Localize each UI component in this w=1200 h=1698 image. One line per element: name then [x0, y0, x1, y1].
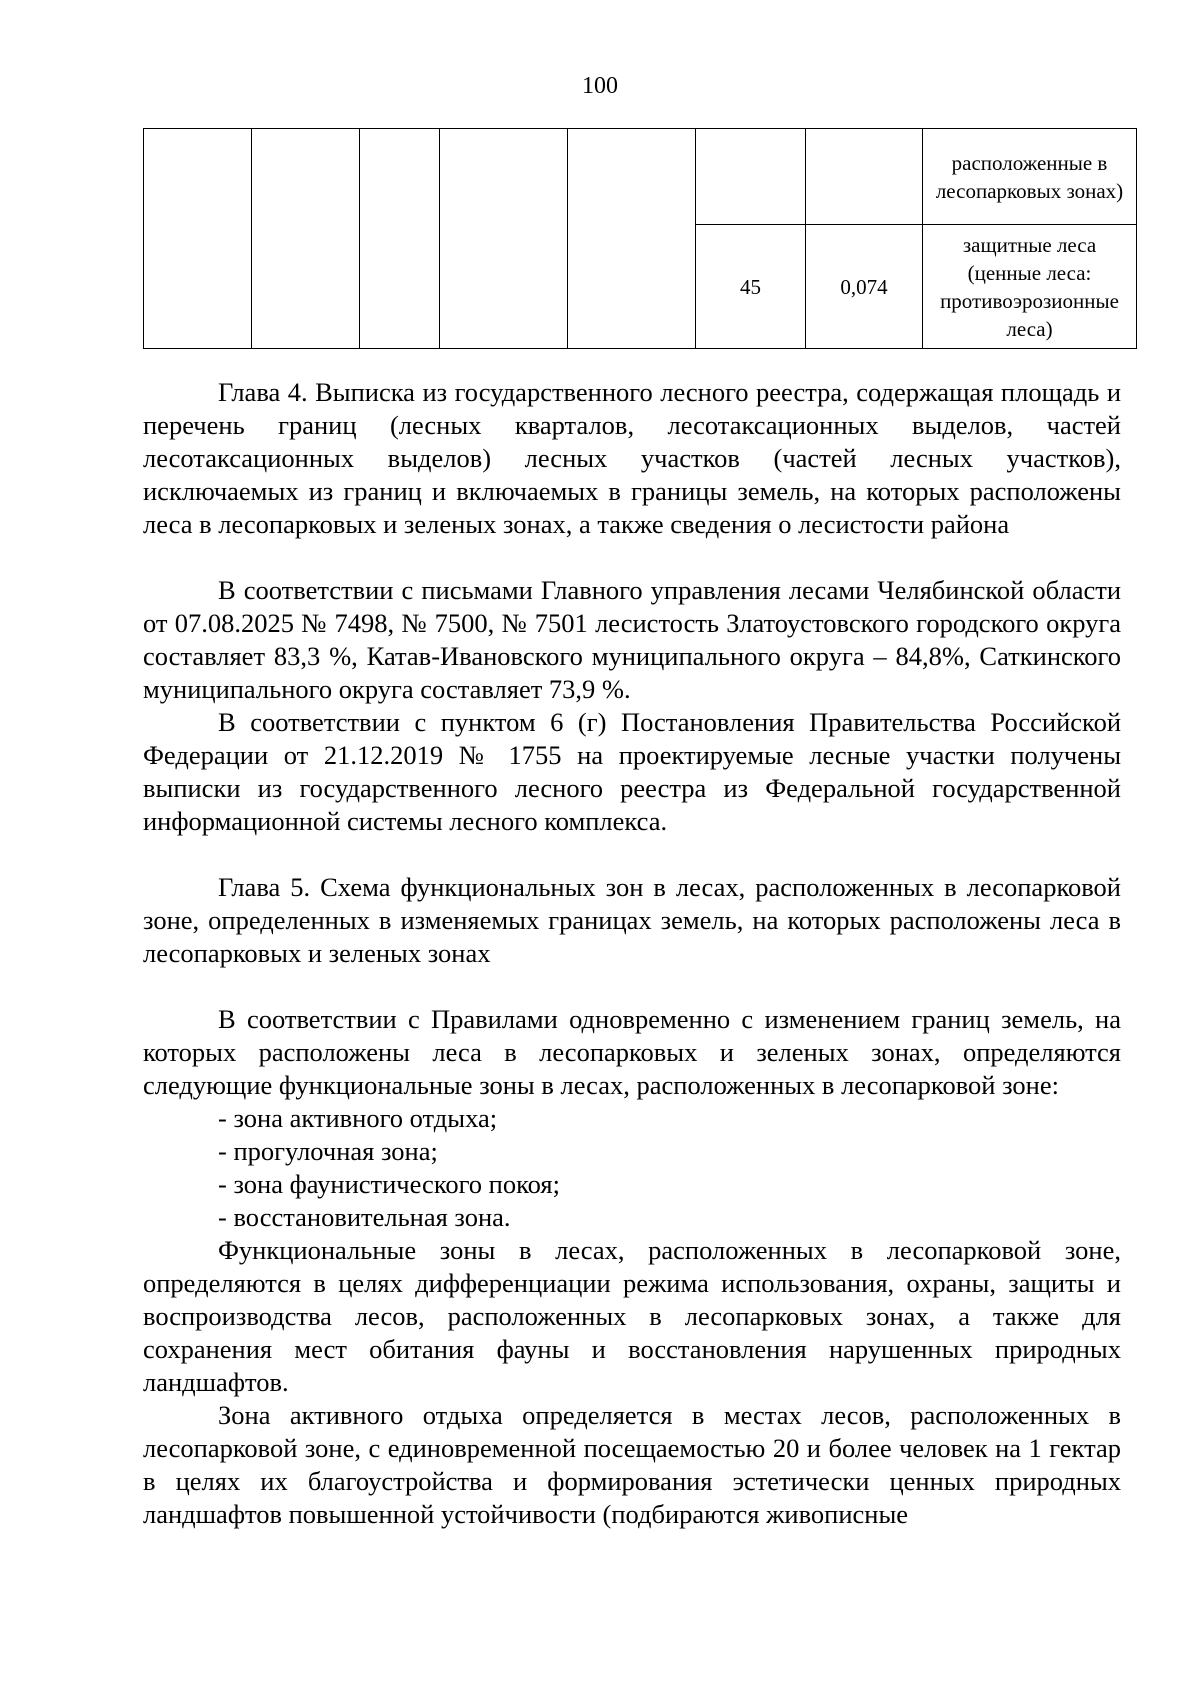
chapter-4-heading: Глава 4. Выписка из государственного лесного реестра, содержащая площадь и перечень границ (лесных кварталов, лесотаксационных выделов, частей лесотаксационных выделов) лесных участков (частей лесных участков), исключаемых из границ и включаемых в границы земель, на которых расположены леса в лесопарковых и зеленых зонах, а также сведения о лесистости района	[143, 377, 1121, 539]
table-cell	[360, 129, 440, 349]
chapter-5-paragraph: Зона активного отдыха определяется в местах лесов, расположенных в лесопарковой зоне, с единовременной посещаемостью 20 и более человек на 1 гектар в целях их благоустройства и формирования эстетически ценных природных ландшафтов повышенной устойчивости (подбираются живописные	[143, 1400, 1121, 1529]
chapter-5-paragraph: Функциональные зоны в лесах, расположенных в лесопарковой зоне, определяются в целях дифференциации режима использования, охраны, защиты и воспроизводства лесов, расположенных в лесопарковых зонах, а также для сохранения мест обитания фауны и восстановления нарушенных природных ландшафтов.	[143, 1235, 1121, 1397]
chapter-5-heading: Глава 5. Схема функциональных зон в лесах, расположенных в лесопарковой зоне, определенных в изменяемых границах земель, на которых расположены леса в лесопарковых и зеленых зонах	[143, 872, 1121, 968]
zone-list-item: - прогулочная зона;	[218, 1136, 438, 1166]
table-cell-area: 0,074	[806, 225, 923, 349]
continuation-table	[143, 128, 1137, 349]
chapter-4-paragraph: В соответствии с пунктом 6 (г) Постановления Правительства Российской Федерации от 21.12.2019 № 1755 на проектируемые лесные участки получены выписки из государственного лесного реестра из Федеральной государственной информационной системы лесного комплекса.	[143, 707, 1121, 836]
table-row	[144, 129, 1137, 225]
table-cell-category: расположенные в лесопарковых зонах)	[923, 129, 1137, 225]
table-cell	[696, 129, 806, 225]
table-cell-number: 45	[696, 225, 806, 349]
chapter-4-paragraph: В соответствии с письмами Главного управления лесами Челябинской области от 07.08.2025 № 7498, № 7500, № 7501 лесистость Златоустовского городского округа составляет 83,3 %, Катав-Ивановского муниципального округа – 84,8%, Саткинского муниципального округа составляет 73,9 %.	[143, 575, 1121, 704]
page-number: 100	[582, 73, 618, 99]
table-cell	[568, 129, 696, 349]
table-cell	[252, 129, 360, 349]
chapter-5-paragraph: В соответствии с Правилами одновременно с изменением границ земель, на которых расположены леса в лесопарковых и зеленых зонах, определяются следующие функциональные зоны в лесах, расположенных в лесопарковой зоне:	[143, 1004, 1121, 1100]
table-cell	[144, 129, 252, 349]
table-cell-category: защитные леса (ценные леса: противоэрозионные леса)	[923, 225, 1137, 349]
table-cell	[440, 129, 568, 349]
table-cell	[806, 129, 923, 225]
zone-list-item: - восстановительная зона.	[218, 1202, 511, 1232]
body-text	[143, 376, 1121, 1531]
zone-list-item: - зона активного отдыха;	[218, 1103, 498, 1133]
zone-list-item: - зона фаунистического покоя;	[218, 1169, 560, 1199]
